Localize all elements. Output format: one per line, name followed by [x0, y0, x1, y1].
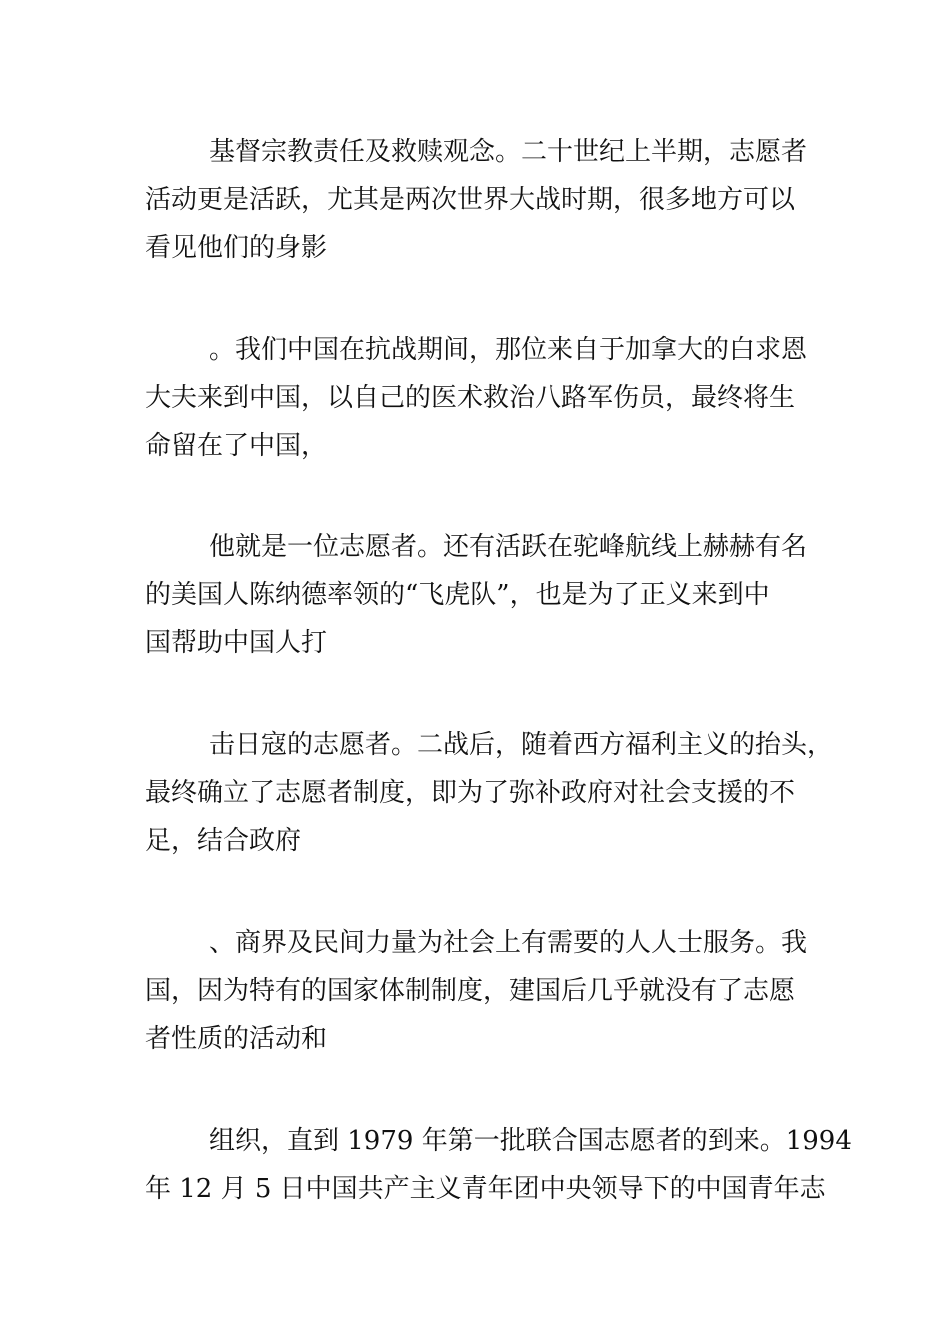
text-line: 年 12 月 5 日中国共产主义青年团中央领导下的中国青年志: [145, 1174, 826, 1204]
text-line: 国帮助中国人打: [145, 628, 328, 658]
text-line: 国，因为特有的国家体制制度，建国后几乎就没有了志愿: [145, 976, 796, 1006]
text-line: 。我们中国在抗战期间，那位来自于加拿大的白求恩: [209, 335, 808, 365]
text-line: 看见他们的身影: [145, 233, 328, 263]
text-line: 基督宗教责任及救赎观念。二十世纪上半期，志愿者: [209, 137, 808, 167]
text-line: 者性质的活动和: [145, 1024, 328, 1054]
text-line: 活动更是活跃，尤其是两次世界大战时期，很多地方可以: [145, 185, 796, 215]
text-line: 最终确立了志愿者制度，即为了弥补政府对社会支援的不: [145, 778, 796, 808]
text-line: 的美国人陈纳德率领的“飞虎队”，也是为了正义来到中: [145, 580, 770, 610]
text-line: 大夫来到中国，以自己的医术救治八路军伤员，最终将生: [145, 383, 796, 413]
text-line: 足，结合政府: [145, 826, 302, 856]
text-line: 击日寇的志愿者。二战后，随着西方福利主义的抬头，: [209, 730, 834, 760]
text-line: 组织，直到 1979 年第一批联合国志愿者的到来。1994: [209, 1126, 852, 1156]
text-line: 命留在了中国，: [145, 431, 328, 461]
text-line: 、商界及民间力量为社会上有需要的人人士服务。我: [209, 928, 808, 958]
text-line: 他就是一位志愿者。还有活跃在驼峰航线上赫赫有名: [209, 532, 808, 562]
